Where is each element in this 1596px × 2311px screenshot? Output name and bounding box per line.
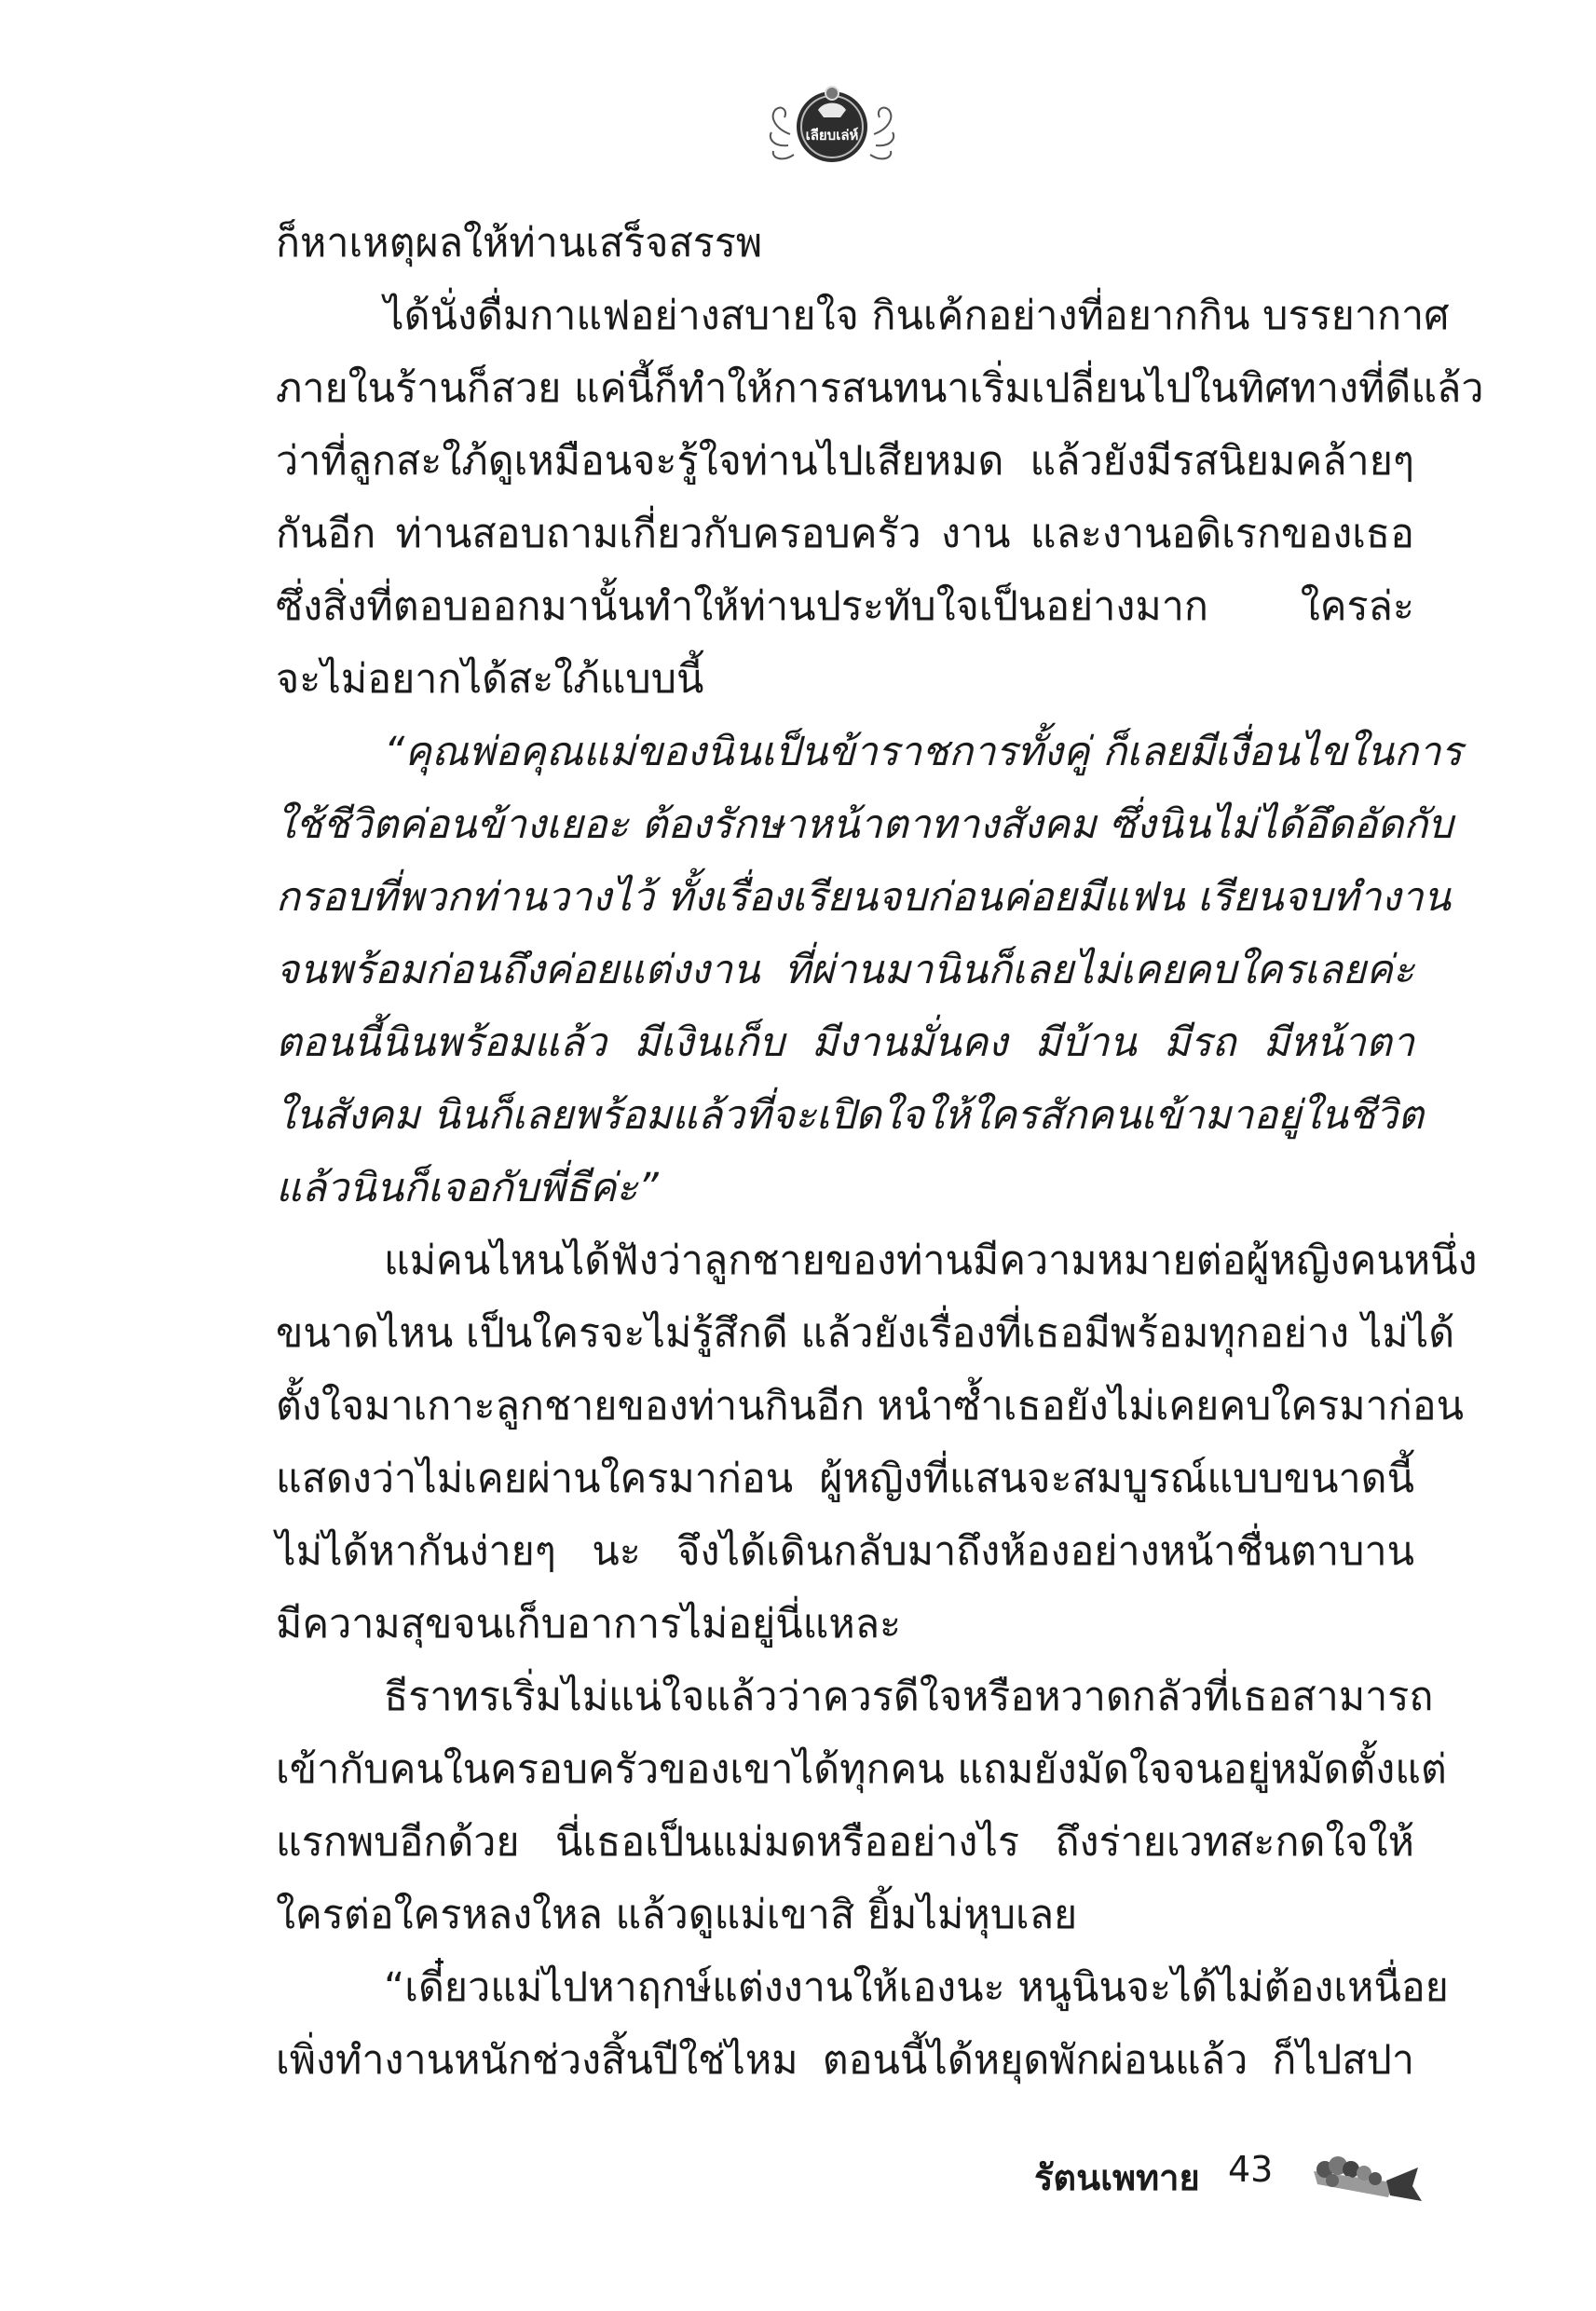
text-line: ว่าที่ลูกสะใภ้ดูเหมือนจะรู้ใจท่านไปเสียหมด แล้วยังมีรสนิยมคล้ายๆ xyxy=(276,438,1414,485)
logo-flourish-left xyxy=(771,108,794,159)
page-number: 43 xyxy=(1228,2149,1274,2190)
text-line: ก็หาเหตุผลให้ท่านเสร็จสรรพ xyxy=(276,220,763,267)
text-line: เพิ่งทำงานหนักช่วงสิ้นปีใช่ไหม ตอนนี้ได้หยุดพักผ่อนแล้ว ก็ไปสปา xyxy=(276,2037,1414,2084)
text-line: ได้นั่งดื่มกาแฟอย่างสบายใจ กินเค้กอย่างที่อยากกิน บรรยากาศ xyxy=(384,293,1450,339)
text-line: แรกพบอีกด้วย นี่เธอเป็นแม่มดหรืออย่างไร ถึงร่ายเวทสะกดใจให้ xyxy=(276,1819,1414,1866)
logo-text: เลียบเล่ห์ xyxy=(805,127,859,144)
text-line: ใครต่อใครหลงใหล แล้วดูแม่เขาสิ ยิ้มไม่หุบเลย xyxy=(276,1892,1078,1938)
text-line: ซึ่งสิ่งที่ตอบออกมานั้นทำให้ท่านประทับใจเป็นอย่างมาก ใครล่ะ xyxy=(276,583,1414,630)
text-line: ภายในร้านก็สวย แค่นี้ก็ทำให้การสนทนาเริ่มเปลี่ยนไปในทิศทางที่ดีแล้ว xyxy=(276,365,1484,412)
header-logo xyxy=(762,73,902,175)
text-line: มีความสุขจนเก็บอาการไม่อยู่นี่แหละ xyxy=(276,1601,902,1648)
quote-line: กรอบที่พวกท่านวางไว้ ทั้งเรื่องเรียนจบก่อนค่อยมีแฟน เรียนจบทำงาน xyxy=(276,874,1452,921)
quote-line: ใช้ชีวิตค่อนข้างเยอะ ต้องรักษาหน้าตาทางสังคม ซึ่งนินไม่ได้อึดอัดกับ xyxy=(276,801,1453,848)
quote-line: จนพร้อมก่อนถึงค่อยแต่งงาน ที่ผ่านมานินก็เลยไม่เคยคบใครเลยค่ะ xyxy=(276,947,1414,993)
text-line: ตั้งใจมาเกาะลูกชายของท่านกินอีก หนำซ้ำเธอยังไม่เคยคบใครมาก่อน xyxy=(276,1383,1465,1429)
text-line: แม่คนไหนได้ฟังว่าลูกชายของท่านมีความหมายต่อผู้หญิงคนหนึ่ง xyxy=(384,1238,1478,1284)
quote-line: “คุณพ่อคุณแม่ของนินเป็นข้าราชการทั้งคู่ ก็เลยมีเงื่อนไขในการ xyxy=(384,729,1463,775)
text-line: ธีราทรเริ่มไม่แน่ใจแล้วว่าควรดีใจหรือหวาดกลัวที่เธอสามารถ xyxy=(384,1674,1434,1720)
text-line: จะไม่อยากได้สะใภ้แบบนี้ xyxy=(276,656,704,703)
text-line: เข้ากับคนในครอบครัวของเขาได้ทุกคน แถมยังมัดใจจนอยู่หมัดตั้งแต่ xyxy=(276,1746,1447,1793)
quote-line: ตอนนี้นินพร้อมแล้ว มีเงินเก็บ มีงานมั่นคง มีบ้าน มีรถ มีหน้าตา xyxy=(276,1019,1414,1066)
book-title: รัตนเพทาย xyxy=(1034,2157,1200,2198)
text-line: ไม่ได้หากันง่ายๆ นะ จึงได้เดินกลับมาถึงห้องอย่างหน้าชื่นตาบาน xyxy=(276,1528,1414,1575)
text-line: กันอีก ท่านสอบถามเกี่ยวกับครอบครัว งาน และงานอดิเรกของเธอ xyxy=(276,511,1414,557)
page-body xyxy=(276,207,1484,2097)
quote-line: แล้วนินก็เจอกับพี่ธีค่ะ” xyxy=(276,1165,659,1211)
flower-bouquet-icon xyxy=(1304,2143,1425,2208)
text-line: ขนาดไหน เป็นใครจะไม่รู้สึกดี แล้วยังเรื่องที่เธอมีพร้อมทุกอย่าง ไม่ได้ xyxy=(276,1310,1455,1357)
text-line: แสดงว่าไม่เคยผ่านใครมาก่อน ผู้หญิงที่แสนจะสมบูรณ์แบบขนาดนี้ xyxy=(276,1456,1414,1502)
logo-crown-icon xyxy=(825,87,839,100)
logo-flourish-right xyxy=(870,108,893,159)
text-line: “เดี๋ยวแม่ไปหาฤกษ์แต่งงานให้เองนะ หนูนินจะได้ไม่ต้องเหนื่อย xyxy=(384,1964,1449,2011)
page-footer xyxy=(0,2143,1596,2218)
quote-line: ในสังคม นินก็เลยพร้อมแล้วที่จะเปิดใจให้ใครสักคนเข้ามาอยู่ในชีวิต xyxy=(276,1092,1425,1139)
